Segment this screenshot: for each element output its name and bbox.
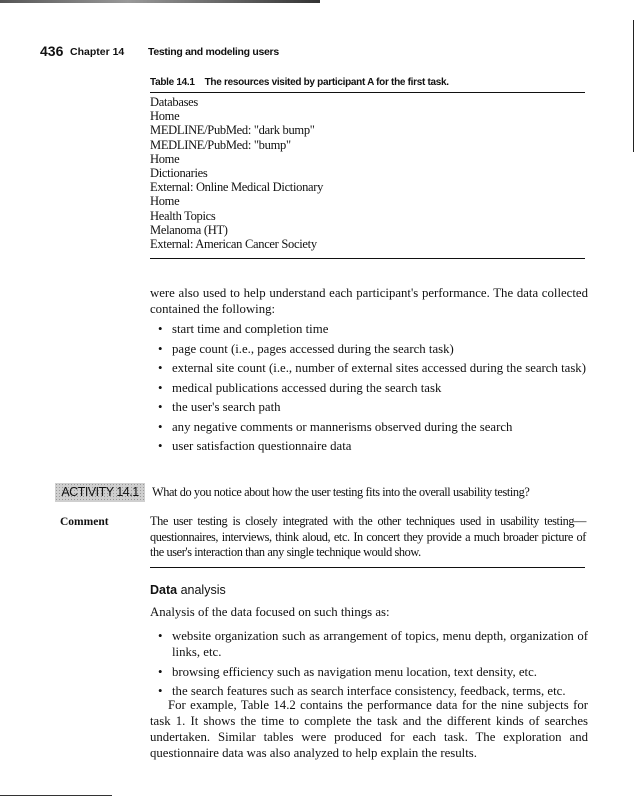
section-heading (150, 583, 226, 597)
analysis-paragraph: For example, Table 14.2 contains the performance data for the nine subjects for task 1. It shows the time to complete the task and the different kinds of searches undertaken. Similar tables were produced for each task. The exploration and questionnaire data was also analyzed to help explain the results. (150, 698, 588, 760)
activity-label: ACTIVITY 14.1 (55, 483, 145, 502)
table-row: External: Online Medical Dictionary (150, 180, 324, 195)
footer-line (0, 795, 112, 796)
list-item: • start time and completion time (158, 321, 588, 337)
heading-rest: analysis (180, 583, 226, 597)
table-row: Health Topics (150, 208, 216, 223)
list-item: • website organization such as arrangement of topics, menu depth, organization of links, etc. (158, 628, 588, 660)
table-row: Melanoma (HT) (150, 222, 228, 237)
activity-question: What do you notice about how the user testing fits into the overall usability testing? (152, 485, 530, 499)
table-row: External: American Cancer Society (150, 237, 317, 252)
margin-line (633, 20, 634, 152)
table-row: Dictionaries (150, 166, 208, 181)
table-label: Table 14.1 (150, 77, 195, 88)
list-item: • browsing efficiency such as navigation menu location, text density, etc. (158, 664, 588, 680)
list-item: • user satisfaction questionnaire data (158, 438, 588, 454)
scan-edge-line (0, 0, 320, 3)
comment-rule (150, 567, 585, 568)
table-row: Home (150, 109, 180, 124)
intro-paragraph: were also used to help understand each participant's performance. The data collected contained the following: (150, 286, 588, 316)
analysis-list (158, 628, 588, 703)
list-item: • page count (i.e., pages accessed during the search task) (158, 341, 588, 357)
data-list (158, 321, 588, 458)
page-number: 436 (40, 43, 64, 59)
comment-text: The user testing is closely integrated with the other techniques used in usability testing—questionnaires, interviews, think aloud, etc. In concert they provide a much broader picture of the user's interaction than any single technique would show. (150, 514, 586, 559)
table-row: MEDLINE/PubMed: "bump" (150, 137, 291, 152)
table-bottom-rule (150, 258, 585, 259)
list-item: • the user's search path (158, 399, 588, 415)
analysis-intro: Analysis of the data focused on such things as: (150, 605, 390, 619)
list-item: • the search features such as search interface consistency, feedback, terms, etc. (158, 683, 588, 699)
comment-label: Comment (60, 516, 109, 528)
list-item: • medical publications accessed during the search task (158, 380, 588, 396)
table-row: MEDLINE/PubMed: "dark bump" (150, 123, 315, 138)
chapter-label: Chapter 14 (70, 46, 125, 58)
table-row: Databases (150, 95, 198, 109)
table-row: Home (150, 194, 180, 209)
table-top-rule (150, 92, 585, 93)
table-caption (150, 77, 459, 88)
list-item: • external site count (i.e., number of external sites accessed during the search task) (158, 360, 588, 376)
chapter-title: Testing and modeling users (148, 46, 279, 58)
heading-bold: Data (150, 583, 178, 597)
list-item: • any negative comments or mannerisms observed during the search (158, 419, 588, 435)
table-caption-text: The resources visited by participant A for the first task. (204, 77, 449, 88)
table-row: Home (150, 151, 180, 166)
table-body (150, 95, 323, 251)
